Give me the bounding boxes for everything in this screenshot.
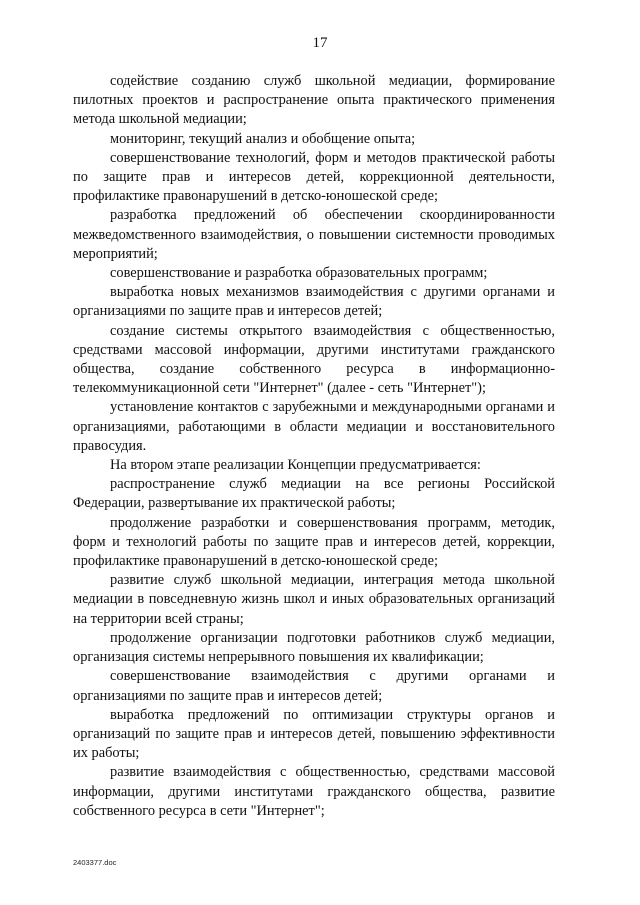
paragraph: развитие служб школьной медиации, интеграция метода школьной медиации в повседневную жизнь школ и иных образовательных организаций на территории всей страны; <box>73 572 555 627</box>
paragraph: развитие взаимодействия с общественностью, средствами массовой информации, другими институтами гражданского общества, развитие собственного ресурса в сети "Интернет"; <box>73 764 555 819</box>
document-body <box>73 72 555 821</box>
paragraph: продолжение разработки и совершенствования программ, методик, форм и технологий работы по защите прав и интересов детей, коррекции, профилактике правонарушений в детско-юношеской среде; <box>73 514 555 570</box>
paragraph: установление контактов с зарубежными и международными органами и организациями, работающими в области медиации и восстановительного правосудия. <box>73 399 555 454</box>
footer-filename: 2403377.doc <box>73 858 117 867</box>
paragraph: содействие созданию служб школьной медиации, формирование пилотных проектов и распространение опыта практического применения метода школьной медиации; <box>73 73 555 128</box>
paragraph: создание системы открытого взаимодействия с общественностью, средствами массовой информации, другими институтами гражданского общества, создание собственного ресурса в информационно-телекоммуникационной сети "Интернет" (далее - сеть "Интернет"); <box>73 322 555 397</box>
paragraph: выработка новых механизмов взаимодействия с другими органами и организациями по защите прав и интересов детей; <box>73 284 555 320</box>
paragraph: выработка предложений по оптимизации структуры органов и организаций по защите прав и интересов детей, повышению эффективности их работы; <box>73 706 555 762</box>
paragraph: совершенствование технологий, форм и методов практической работы по защите прав и интересов детей, коррекционной деятельности, профилактике правонарушений в детско-юношеской среде; <box>73 149 555 205</box>
paragraph: На втором этапе реализации Концепции предусматривается: <box>110 457 481 474</box>
page-number: 17 <box>312 35 328 51</box>
paragraph: совершенствование взаимодействия с другими органами и организациями по защите прав и интересов детей; <box>73 668 555 704</box>
paragraph: продолжение организации подготовки работников служб медиации, организация системы непрерывного повышения их квалификации; <box>73 629 555 666</box>
paragraph: мониторинг, текущий анализ и обобщение опыта; <box>110 130 416 147</box>
paragraph: распространение служб медиации на все регионы Российской Федерации, развертывание их практической работы; <box>73 476 555 512</box>
paragraph: совершенствование и разработка образовательных программ; <box>110 265 488 282</box>
paragraph: разработка предложений об обеспечении скоординированности межведомственного взаимодействия, о повышении системности проводимых мероприятий; <box>73 207 555 262</box>
